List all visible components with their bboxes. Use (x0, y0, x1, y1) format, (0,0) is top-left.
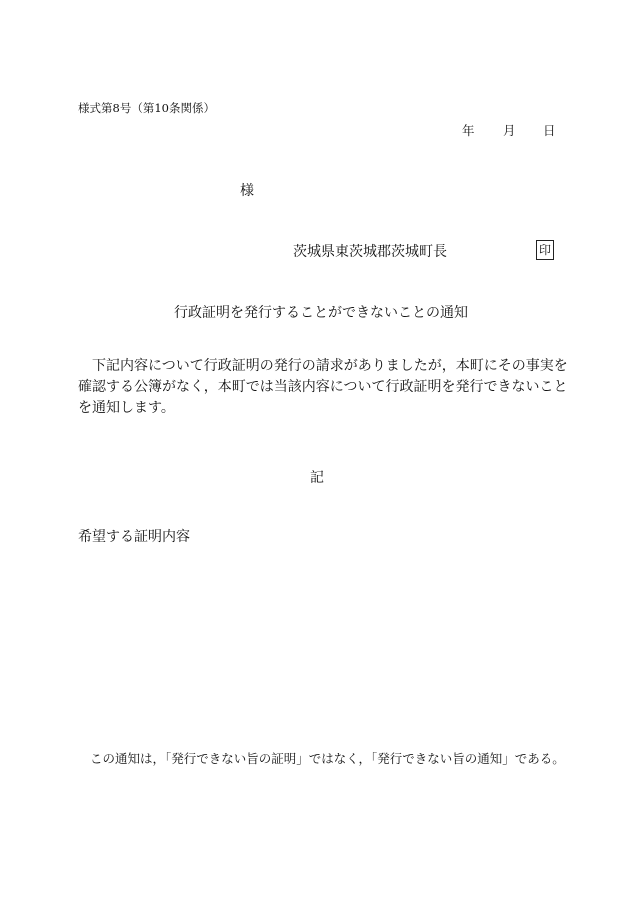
issuer-name: 茨城県東茨城郡茨城町長 (293, 244, 447, 260)
body-line-2: 確認する公簿がなく，本町では当該内容について行政証明を発行できないこと (78, 379, 568, 395)
addressee-honorific: 様 (240, 183, 254, 199)
body-line-3: を通知します。 (78, 400, 175, 416)
form-number: 様式第8号（第10条関係） (78, 101, 215, 115)
body-paragraph (78, 356, 568, 419)
footnote: この通知は，「発行できない旨の証明」ではなく，「発行できない旨の通知」である。 (90, 751, 565, 766)
document-title: 行政証明を発行することができないことの通知 (174, 305, 468, 321)
date-day-label: 日 (543, 123, 556, 138)
body-line-1: 下記内容について行政証明の発行の請求がありましたが，本町にその事実を (92, 358, 568, 374)
ki-heading: 記 (310, 470, 324, 486)
requested-certificate-content-label: 希望する証明内容 (78, 529, 190, 545)
date-year-label: 年 (462, 123, 475, 138)
seal-mark: 印 (536, 240, 554, 260)
date-month-label: 月 (503, 123, 516, 138)
